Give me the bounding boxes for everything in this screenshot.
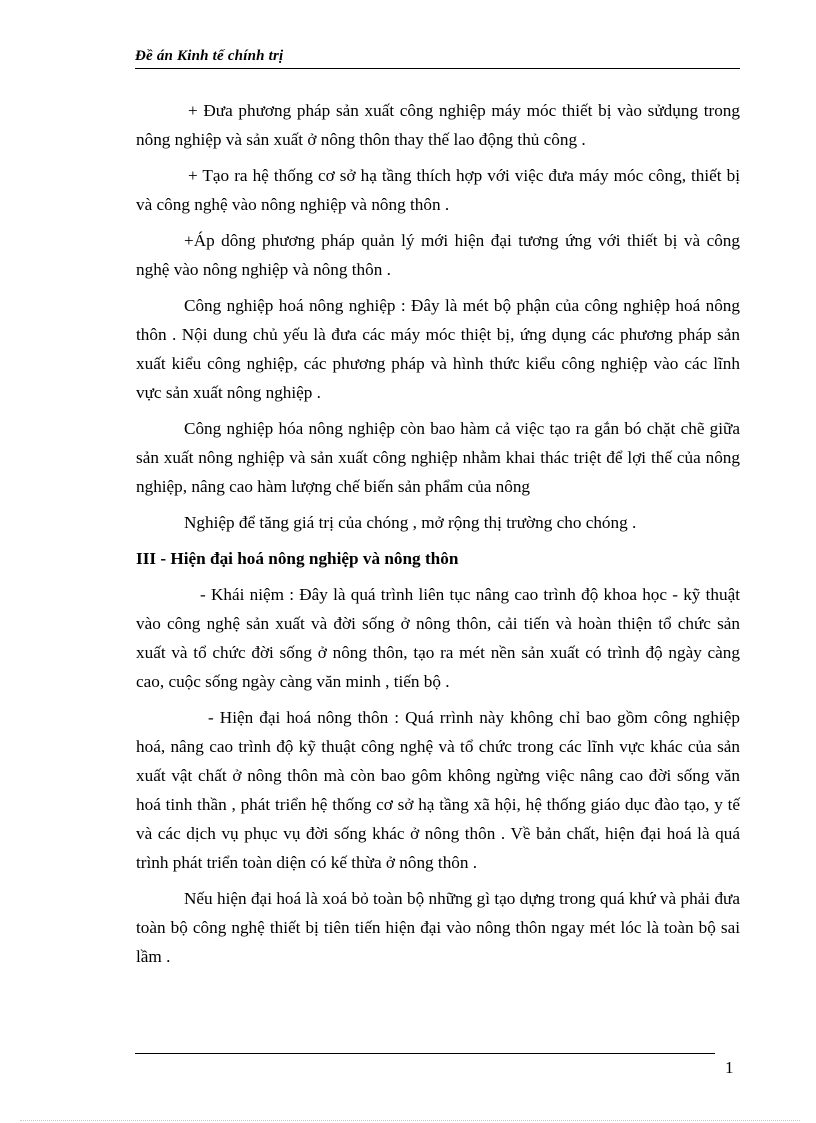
paragraph: +Áp dông phương pháp quản lý mới hiện đại tương ứng với thiết bị và công nghệ vào nông nghiệp và nông thôn . (136, 231, 740, 279)
paragraph: Nếu hiện đại hoá là xoá bỏ toàn bộ những gì tạo dựng trong quá khứ và phải đưa toàn bộ công nghệ thiết bị tiên tiến hiện đại vào nông thôn ngay mét lóc là toàn bộ sai lầm . (136, 889, 740, 966)
paragraph: + Đưa phương pháp sản xuất công nghiệp máy móc thiết bị vào sửdụng trong nông nghiệp và sản xuất ở nông thôn thay thế lao động thủ công . (136, 101, 740, 149)
paragraph: Công nghiệp hoá nông nghiệp : Đây là mét bộ phận của công nghiệp hoá nông thôn . Nội dung chủ yếu là đưa các máy móc thiệt bị, ứng dụng các phương pháp sản xuất kiểu công nghiệp, các phương pháp và hình thức kiểu công nghiệp vào các lĩnh vực sản xuất nông nghiệp . (136, 296, 740, 402)
paragraph: + Tạo ra hệ thống cơ sở hạ tầng thích hợp với việc đưa máy móc công, thiết bị và công nghệ vào nông nghiệp và nông thôn . (136, 166, 740, 214)
paragraph: Công nghiệp hóa nông nghiệp còn bao hàm cả việc tạo ra gắn bó chặt chẽ giữa sản xuất nông nghiệp và sản xuất công nghiệp nhằm khai thác triệt để lợi thế của nông nghiệp, nâng cao hàm lượng chế biến sản phẩm của nông (136, 419, 740, 496)
footer-rule (135, 1053, 715, 1054)
paragraph: - Khái niệm : Đây là quá trình liên tục nâng cao trình độ khoa học - kỹ thuật vào công nghệ sản xuất và đời sống ở nông thôn, cải tiến và hoàn thiện tổ chức sản xuất và tổ chức đời sống ở nông thôn, tạo ra mét nền sản xuất có trình độ ngày càng cao, cuộc sống ngày càng văn minh , tiến bộ . (136, 585, 740, 691)
page-number: 1 (725, 1058, 734, 1077)
page-edge (20, 1120, 800, 1121)
header-rule (135, 68, 740, 69)
page-header-title: Đề án Kinh tế chính trị (135, 48, 284, 64)
document-body (136, 96, 740, 978)
section-heading: III - Hiện đại hoá nông nghiệp và nông thôn (136, 549, 459, 568)
paragraph: Nghiệp để tăng giá trị của chóng , mở rộng thị trường cho chóng . (184, 513, 637, 532)
paragraph: - Hiện đại hoá nông thôn : Quá rrình này không chỉ bao gồm công nghiệp hoá, nâng cao trình độ kỹ thuật công nghệ và tổ chức trong các lĩnh vực khác của sản xuất vật chất ở nông thôn mà còn bao gôm không ngừng việc nâng cao đời sống văn hoá tinh thần , phát triển hệ thống cơ sở hạ tầng xã hội, hệ thống giáo dục đào tạo, y tế và các dịch vụ phục vụ đời sống khác ở nông thôn . Về bản chất, hiện đại hoá là quá trình phát triển toàn diện có kế thừa ở nông thôn . (136, 708, 740, 872)
